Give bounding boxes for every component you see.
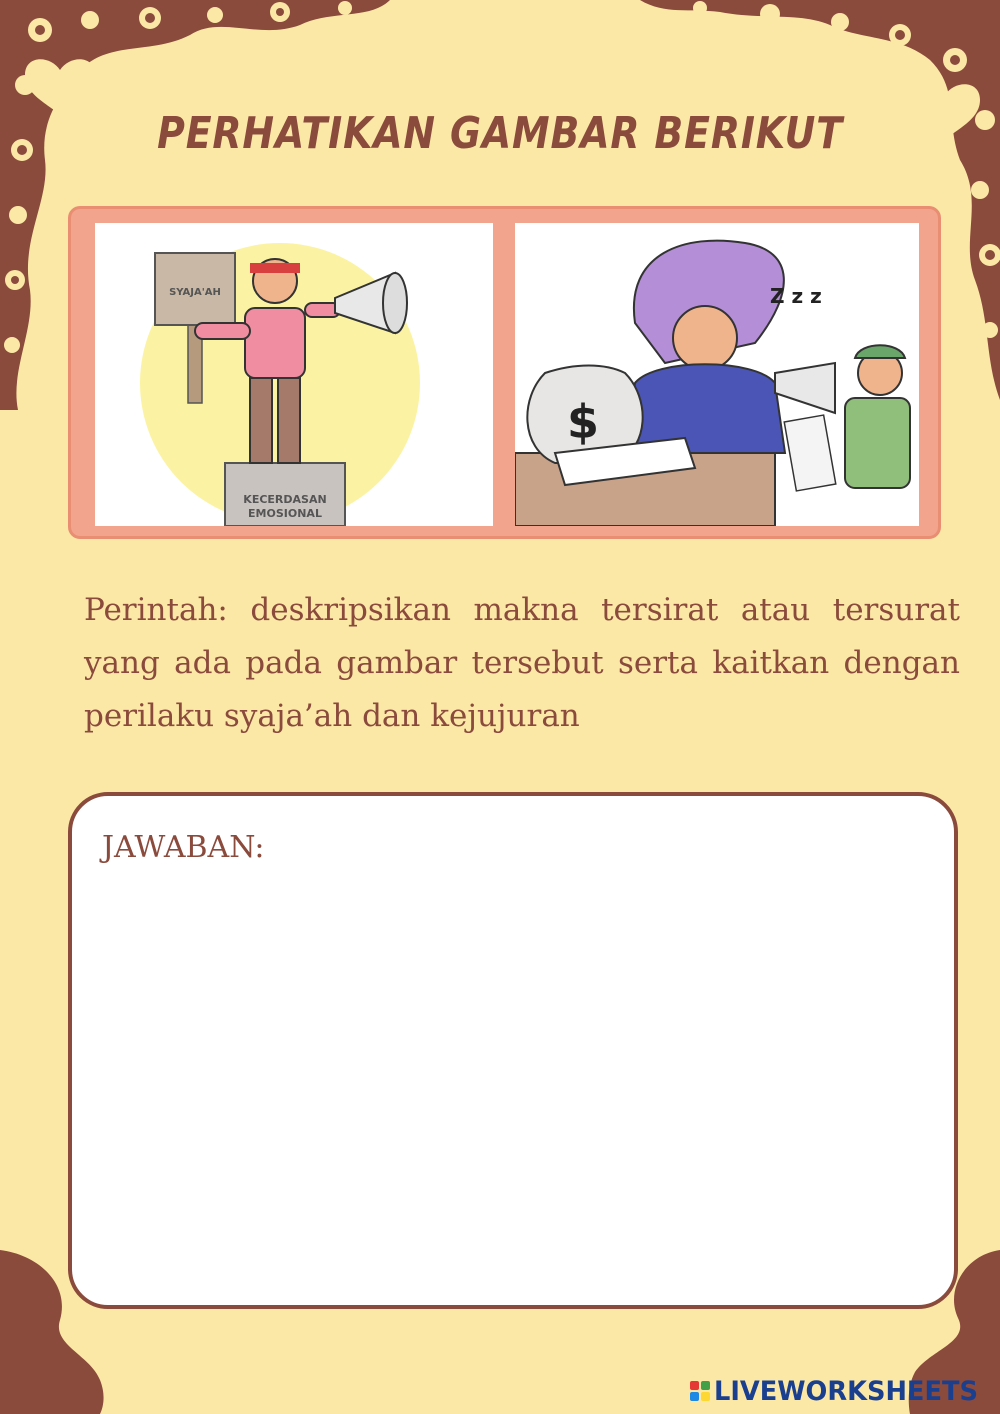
- logo-blocks-icon: [690, 1381, 710, 1401]
- logo-block-blue: [690, 1392, 699, 1401]
- panel-brave-protester: [95, 223, 493, 526]
- page-title: PERHATIKAN GAMBAR BERIKUT: [157, 108, 843, 159]
- svg-text:Z z z: Z z z: [770, 284, 822, 308]
- panel-sleeping-official: [515, 223, 919, 526]
- instruction-text: Perintah: deskripsikan makna tersirat atau tersurat yang ada pada gambar tersebut serta kaitkan dengan perilaku syaja’ah dan kejujuran: [84, 592, 960, 734]
- logo-block-red: [690, 1381, 699, 1390]
- official-illustration: [515, 223, 919, 526]
- answer-label: JAWABAN:: [102, 830, 265, 865]
- illustration-frame: [68, 206, 941, 539]
- logo-text: LIVEWORKSHEETS: [714, 1375, 978, 1407]
- liveworksheets-logo: [690, 1374, 992, 1408]
- svg-text:SYAJA'AH: SYAJA'AH: [169, 287, 221, 298]
- svg-text:KECERDASAN: KECERDASAN: [243, 493, 327, 506]
- protester-illustration: [95, 223, 493, 526]
- answer-box: [68, 792, 958, 1309]
- answer-input[interactable]: [102, 886, 926, 1280]
- logo-block-green: [701, 1381, 710, 1390]
- svg-text:EMOSIONAL: EMOSIONAL: [248, 507, 322, 520]
- logo-block-yellow: [701, 1392, 710, 1401]
- svg-text:$: $: [566, 395, 600, 449]
